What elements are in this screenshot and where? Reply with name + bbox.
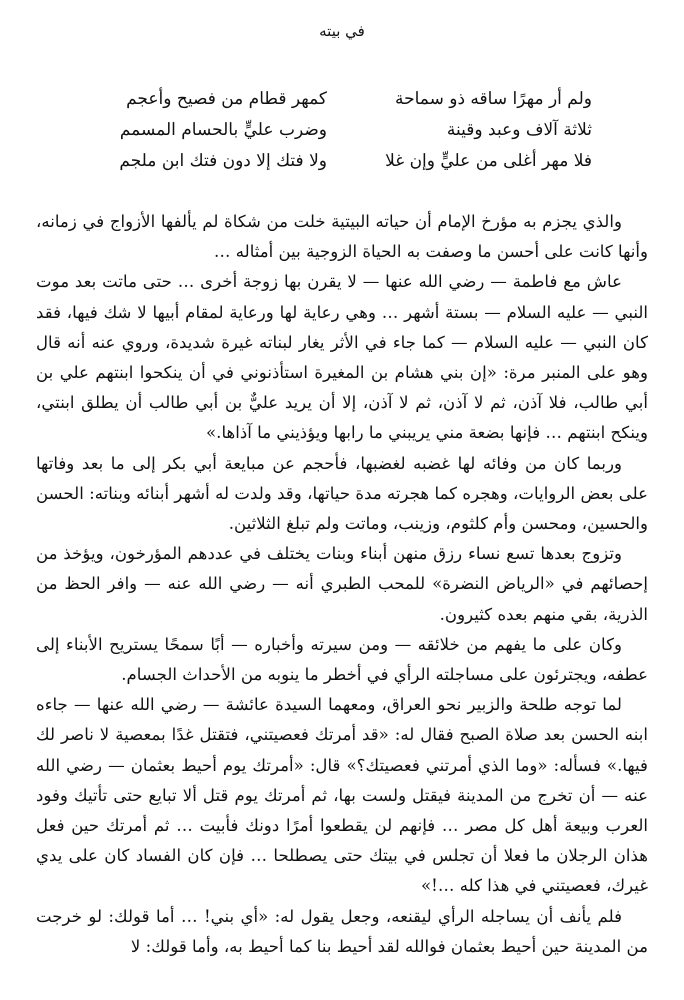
paragraph: عاش مع فاطمة — رضي الله عنها — لا يقرن بها زوجة أخرى … حتى ماتت بعد موت النبي — عليه السلام — بستة أشهر … وهي رعاية لها ورعاية لمقام أبيها لا شك فيها، فقد كان النبي — عليه السلام — كما جاء في الأثر يغار لبناته غيرة شديدة، وروي عنه أنه قال وهو على المنبر مرة: «إن بني هشام بن المغيرة استأذنوني في أن ينكحوا ابنتهم علي بن أبي طالب، فلا آذن، ثم لا آذن، ثم لا آذن، إلا أن يريد عليٌّ بن أبي طالب أن يطلق ابنتي، وينكح ابنتهم … فإنها بضعة مني يريبني ما رابها ويؤذيني ما آذاها.»: [36, 272, 648, 443]
verse-first-hemistich: ولم أر مهرًا ساقه ذو سماحة: [394, 89, 592, 109]
poem-verse: [92, 84, 592, 115]
page-header: في بيته: [319, 22, 365, 40]
paragraph: وربما كان من وفائه لها غضبه لغضبها، فأحجم عن مبايعة أبي بكر إلى ما بعد وفاتها على بعض الروايات، وهجره كما هجرته مدة حياتها، وقد ولدت له أشهر أبنائه وبناته: الحسن والحسين، ومحسن وأم كلثوم، وزينب، وماتت ولم تبلغ الثلاثين.: [36, 453, 648, 534]
poem-verse: [92, 146, 592, 177]
paragraph: وكان على ما يفهم من خلائقه — ومن سيرته وأخباره — أبًا سمحًا يستريح الأبناء إلى عطفه، ويجترئون على مساجلته الرأي في أخطر ما ينوبه من الأحداث الجسام.: [36, 634, 648, 685]
verse-first-hemistich: فلا مهر أغلى من عليٍّ وإن غلا: [385, 151, 592, 171]
body-text: [36, 207, 648, 962]
paragraph: وتزوج بعدها تسع نساء رزق منهن أبناء وبنات يختلف في عددهم المؤرخون، ويؤخذ من إحصائهم في «الرياض النضرة» للمحب الطبري أنه — رضي الله عنه — وافر الحظ من الذرية، بقي منهم بعده كثيرون.: [36, 544, 648, 624]
verse-second-hemistich: ولا فتك إلا دون فتك ابن ملجم: [119, 151, 327, 171]
poem-block: [92, 84, 592, 177]
paragraph: فلم يأنف أن يساجله الرأي ليقنعه، وجعل يقول له: «أي بني! … أما قولك: لو خرجت من المدينة حين أحيط بعثمان فوالله لقد أحيط بنا كما أحيط به، وأما قولك: لا: [36, 906, 648, 956]
paragraph: لما توجه طلحة والزبير نحو العراق، ومعهما السيدة عائشة — رضي الله عنها — جاءه ابنه الحسن بعد صلاة الصبح فقال له: «قد أمرتك فعصيتني، فتقتل غدًا بمعصية لا ناصر لك فيها.» فسأله: «وما الذي أمرتني فعصيتك؟» قال: «أمرتك يوم أحيط بعثمان — رضي الله عنه — أن تخرج من المدينة فيقتل ولست بها، ثم أمرتك يوم قتل ألا تبايع حتى تأتيك وفود العرب وبيعة أهل كل مصر … فإنهم لن يقطعوا أمرًا دونك فأبيت … ثم أمرتك حين فعل هذان الرجلان ما فعلا أن تجلس في بيتك حتى يصطلحا … فإن كان الفساد كان على يدي غيرك، فعصيتني في هذا كله …!»: [36, 695, 648, 896]
verse-second-hemistich: وضرب عليٍّ بالحسام المسمم: [119, 120, 327, 140]
poem-verse: [92, 115, 592, 146]
verse-second-hemistich: كمهر قطام من فصيح وأعجم: [126, 89, 327, 109]
paragraph: والذي يجزم به مؤرخ الإمام أن حياته البيتية خلت من شكاة لم يألفها الأزواج في زمانه، وأنها كانت على أحسن ما وصفت به الحياة الزوجية بين أمثاله …: [36, 212, 648, 262]
verse-first-hemistich: ثلاثة آلاف وعبد وقينة: [446, 120, 592, 140]
